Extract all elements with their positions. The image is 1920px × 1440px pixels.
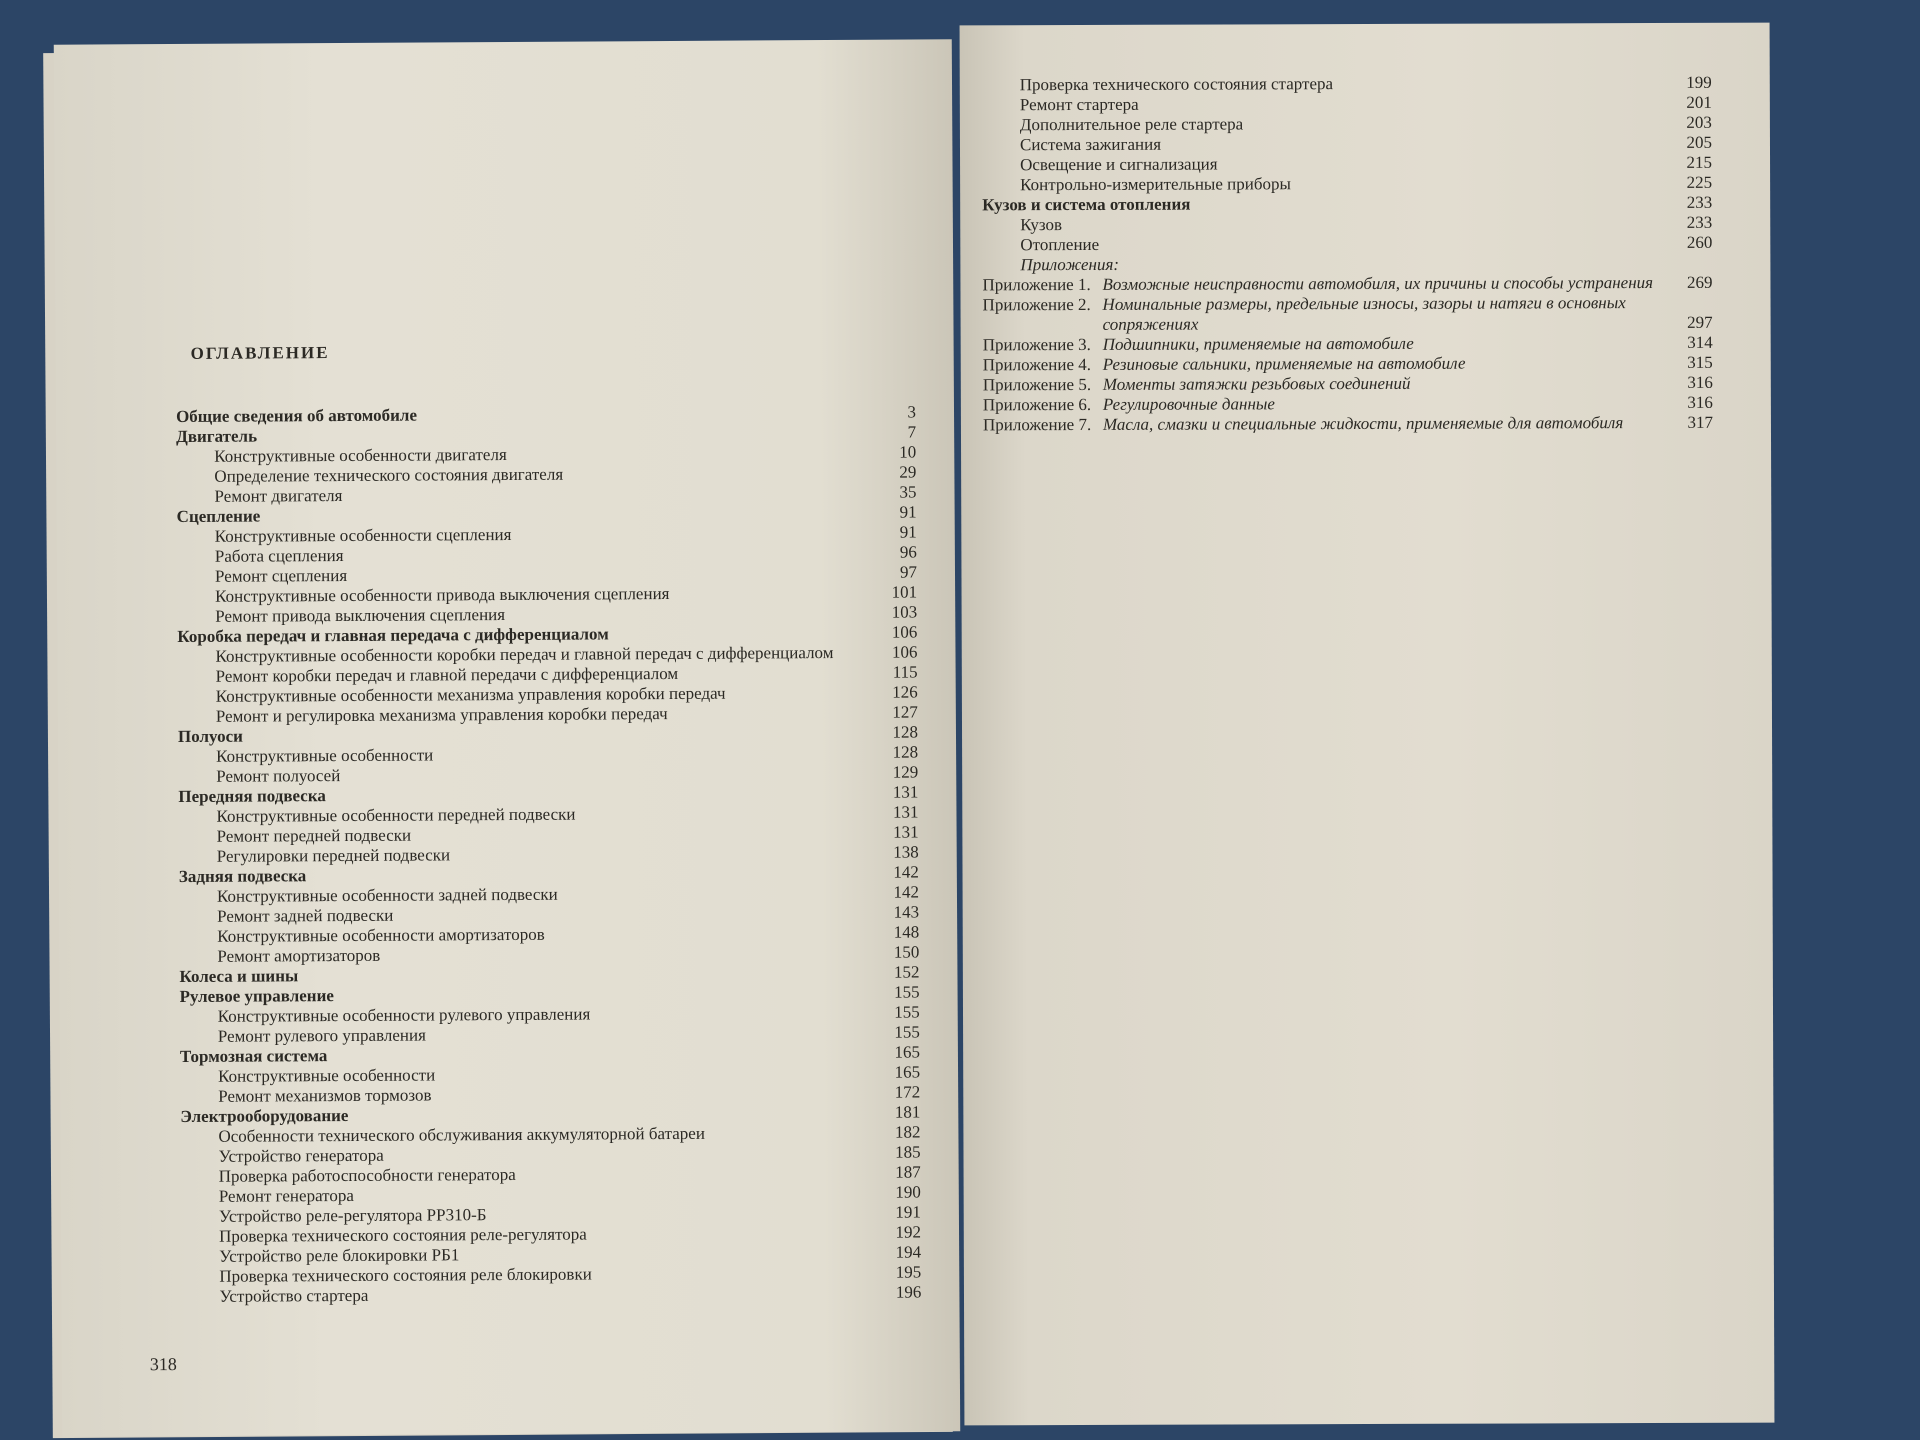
toc-entry-title: Ремонт задней подвески: [217, 905, 394, 926]
appendix-title: Номинальные размеры, предельные износы, зазоры и натяги в основных сопряжениях: [1102, 293, 1626, 334]
toc-entry-page: 155: [894, 1022, 920, 1042]
toc-entry: [982, 193, 1712, 216]
toc-entry-page: 131: [893, 822, 919, 842]
appendix-title: Масла, смазки и специальные жидкости, применяемые для автомобиля: [1102, 413, 1624, 434]
toc-entry-page: 126: [892, 682, 918, 702]
toc-entry-title: Работа сцепления: [214, 545, 344, 566]
toc-entry-page: 195: [895, 1262, 922, 1282]
toc-entry-title: Конструктивные особенности: [218, 1065, 436, 1086]
right-toc-list: [982, 73, 1713, 436]
appendix-page: 297: [1687, 312, 1713, 332]
toc-entry-title: Конструктивные особенности задней подвески: [216, 884, 558, 906]
toc-entry-page: 203: [1686, 112, 1712, 132]
toc-entry-title: Система зажигания: [1019, 134, 1162, 155]
toc-entry-page: 150: [893, 942, 920, 962]
toc-entry-title: Конструктивные особенности коробки передач и главной передач с дифференциалом: [215, 643, 834, 666]
toc-entry-title: Ремонт стартера: [1019, 94, 1139, 115]
toc-entry-page: 142: [893, 882, 920, 902]
toc-entry-page: 260: [1686, 232, 1713, 252]
appendix-label: Приложение 4.: [982, 354, 1092, 375]
toc-entry-title: Передняя подвеска: [178, 786, 326, 807]
toc-entry-title: Коробка передач и главная передача с дифференциалом: [177, 624, 609, 647]
toc-entry-title: Регулировки передней подвески: [216, 845, 451, 866]
left-toc-list: [176, 402, 921, 1307]
toc-entry-page: 233: [1686, 192, 1713, 212]
toc-entry-title: Сцепление: [176, 506, 261, 527]
right-toc-entries: [982, 73, 1713, 256]
appendix-page: 317: [1687, 412, 1713, 432]
toc-entry-page: 91: [899, 522, 917, 542]
appendix-title: Резиновые сальники, применяемые на автомобиле: [1102, 353, 1466, 374]
toc-entry-title: Ремонт механизмов тормозов: [218, 1085, 432, 1106]
toc-entry-title: Конструктивные особенности сцепления: [214, 524, 512, 546]
appendix-entry: [983, 353, 1713, 376]
toc-entry-page: 143: [893, 902, 920, 922]
toc-entry-title: Кузов: [1020, 215, 1062, 235]
appendix-label: Приложение 6.: [982, 394, 1092, 415]
toc-entry-page: 196: [895, 1282, 922, 1302]
toc-entry-title: Конструктивные особенности передней подвески: [216, 804, 576, 826]
toc-entry-page: 215: [1686, 152, 1713, 172]
toc-entry-page: 190: [895, 1182, 921, 1202]
toc-entry-page: 91: [899, 502, 917, 522]
appendix-entry: [983, 293, 1713, 336]
appendix-page: 269: [1686, 272, 1713, 292]
toc-entry-page: 181: [894, 1102, 921, 1122]
toc-entry-title: Колеса и шины: [179, 966, 299, 987]
toc-entry-page: 127: [892, 702, 918, 722]
toc-entry-page: 35: [899, 482, 917, 502]
toc-entry-page: 131: [892, 782, 919, 802]
page-number: 318: [149, 1354, 177, 1375]
toc-entry-title: Освещение и сигнализация: [1020, 154, 1218, 175]
toc-entry-page: 148: [893, 922, 920, 942]
toc-entry-title: Конструктивные особенности: [216, 745, 434, 766]
toc-entry-page: 3: [907, 402, 917, 422]
toc-entry: [982, 93, 1712, 116]
toc-entry-page: 101: [891, 582, 918, 602]
appendix-page: 316: [1687, 392, 1713, 412]
toc-entry-page: 225: [1686, 172, 1713, 192]
toc-entry-title: Контрольно-измерительные приборы: [1020, 174, 1291, 195]
toc-entry-page: 10: [899, 442, 917, 462]
toc-entry-page: 205: [1686, 132, 1713, 152]
appendix-label: Приложение 2.: [982, 294, 1091, 315]
toc-entry-title: Конструктивные особенности привода выключения сцепления: [215, 584, 670, 606]
appendix-page: 315: [1687, 352, 1713, 372]
appendix-heading: Приложения:: [1020, 254, 1120, 275]
toc-entry-title: Ремонт двигателя: [214, 486, 343, 506]
toc-entry-page: 155: [894, 982, 920, 1002]
toc-entry-title: Полуоси: [177, 726, 244, 747]
toc-entry: [982, 153, 1712, 176]
toc-entry-page: 128: [892, 742, 919, 762]
toc-entry-page: 165: [894, 1042, 920, 1062]
toc-entry-page: 233: [1686, 212, 1713, 232]
toc-entry-page: 29: [899, 462, 917, 482]
toc-entry-page: 172: [894, 1082, 921, 1102]
toc-entry-page: 97: [899, 562, 918, 582]
toc-entry-title: Рулевое управление: [179, 986, 334, 1007]
toc-entry-page: 96: [899, 542, 917, 562]
toc-entry-page: 192: [895, 1222, 922, 1242]
toc-entry-page: 138: [893, 842, 919, 862]
appendix-title: Регулировочные данные: [1102, 394, 1275, 414]
toc-entry-page: 185: [894, 1142, 921, 1162]
toc-entry-page: 152: [893, 962, 920, 982]
toc-entry-title: Электрооборудование: [180, 1105, 349, 1127]
toc-entry-title: Устройство генератора: [218, 1145, 384, 1166]
toc-entry-title: Ремонт передней подвески: [216, 825, 412, 846]
toc-entry-title: Ремонт рулевого управления: [217, 1025, 426, 1046]
toc-entry-page: 142: [893, 862, 919, 882]
appendix-entry: [983, 413, 1713, 436]
toc-entry-title: Особенности технического обслуживания аккумуляторной батареи: [218, 1123, 705, 1146]
appendix-list: [982, 273, 1713, 436]
toc-entry-title: Задняя подвеска: [178, 866, 307, 887]
toc-entry-title: Конструктивные особенности рулевого управления: [217, 1004, 591, 1026]
toc-entry-title: Проверка технического состояния реле-регулятора: [218, 1224, 587, 1246]
toc-entry: [982, 173, 1712, 196]
toc-entry: [982, 133, 1712, 156]
toc-entry-page: 194: [895, 1242, 922, 1262]
appendix-label: Приложение 1.: [982, 274, 1091, 295]
toc-entry-page: 115: [892, 662, 918, 682]
toc-entry-page: 187: [895, 1162, 921, 1182]
toc-entry: [181, 1282, 921, 1307]
toc-entry-page: 7: [907, 422, 917, 442]
appendix-title: Моменты затяжки резьбовых соединений: [1102, 373, 1411, 394]
toc-entry-title: Устройство реле-регулятора РР310-Б: [218, 1205, 487, 1226]
toc-entry-title: Ремонт полуосей: [216, 766, 341, 786]
toc-entry-title: Устройство реле блокировки РБ1: [219, 1245, 460, 1266]
toc-entry-page: 165: [894, 1062, 921, 1082]
toc-entry-title: Дополнительное реле стартера: [1019, 114, 1244, 135]
toc-entry: [982, 73, 1712, 96]
toc-entry-title: Конструктивные особенности амортизаторов: [217, 924, 545, 946]
toc-entry-title: Тормозная система: [179, 1046, 328, 1067]
toc-entry-title: Двигатель: [176, 426, 258, 447]
right-page: [960, 23, 1775, 1426]
toc-entry-title: Конструктивные особенности механизма управления коробки передач: [215, 683, 726, 706]
toc-entry-title: Отопление: [1020, 234, 1100, 255]
toc-entry-title: Ремонт и регулировка механизма управления коробки передач: [215, 704, 668, 726]
toc-entry-page: 103: [891, 602, 918, 622]
toc-entry-title: Ремонт привода выключения сцепления: [215, 605, 506, 626]
toc-entry-page: 182: [894, 1122, 921, 1142]
toc-entry-page: 129: [892, 762, 919, 782]
toc-entry-page: 106: [891, 622, 918, 642]
appendix-page: 316: [1687, 372, 1713, 392]
toc-entry-title: Общие сведения об автомобиле: [175, 405, 418, 427]
appendix-title: Подшипники, применяемые на автомобиле: [1102, 333, 1414, 354]
toc-entry-title: Проверка технического состояния реле блокировки: [219, 1264, 592, 1286]
toc-entry-title: Ремонт амортизаторов: [217, 945, 381, 966]
left-page: [54, 39, 960, 1436]
appendix-entry: [983, 373, 1713, 396]
toc-entry-title: Проверка работоспособности генератора: [218, 1164, 516, 1186]
toc-title: ОГЛАВЛЕНИЕ: [190, 343, 330, 363]
appendix-label: Приложение 3.: [982, 334, 1091, 355]
toc-entry-title: Устройство стартера: [219, 1285, 369, 1306]
toc-entry-page: 131: [892, 802, 919, 822]
appendix-page: 314: [1687, 332, 1713, 352]
appendix-entry: [983, 393, 1713, 416]
toc-entry: [982, 233, 1712, 256]
toc-entry-title: Ремонт коробки передач и главной передачи с дифференциалом: [215, 663, 679, 686]
toc-entry-title: Конструктивные особенности двигателя: [214, 444, 507, 466]
toc-entry-page: 199: [1686, 72, 1712, 92]
appendix-entry: [983, 333, 1713, 356]
appendix-title: Возможные неисправности автомобиля, их причины и способы устранения: [1102, 272, 1654, 294]
toc-entry-page: 106: [891, 642, 918, 662]
toc-entry: [982, 213, 1712, 236]
appendix-label: Приложение 7.: [982, 414, 1092, 435]
appendix-label: Приложение 5.: [982, 374, 1092, 395]
toc-entry-title: Проверка технического состояния стартера: [1019, 74, 1334, 95]
appendix-entry: [982, 273, 1712, 296]
toc-entry-title: Ремонт сцепления: [214, 565, 348, 586]
toc-entry-title: Ремонт генератора: [218, 1185, 354, 1206]
toc-entry-page: 128: [892, 722, 919, 742]
toc-entry-title: Кузов и система отопления: [982, 194, 1191, 215]
toc-entry-title: Определение технического состояния двигателя: [214, 464, 564, 486]
toc-entry: [982, 113, 1712, 136]
toc-entry-page: 155: [894, 1002, 920, 1022]
toc-entry-page: 191: [895, 1202, 921, 1222]
toc-entry-page: 201: [1686, 92, 1712, 112]
